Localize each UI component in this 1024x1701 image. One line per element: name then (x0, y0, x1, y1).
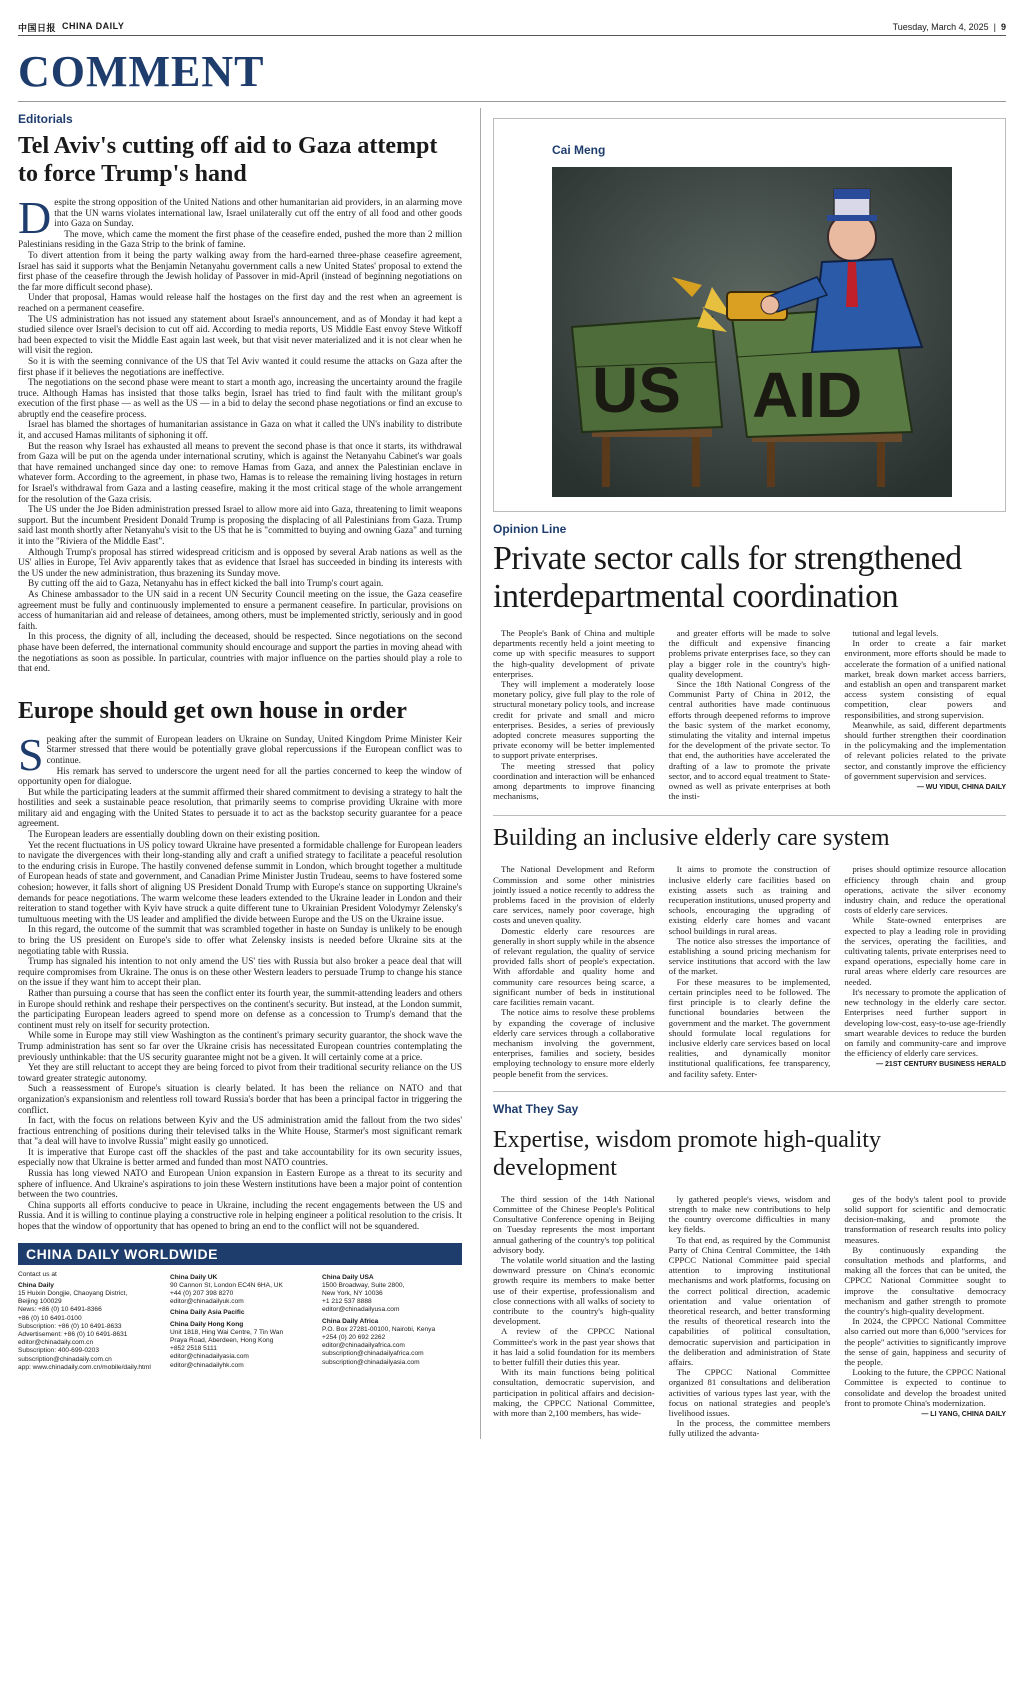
paragraph: ly gathered people's views, wisdom and strength to make new contributions to help the country overcome difficulties in many key fields. (668, 1193, 831, 1235)
paragraph: and greater efforts will be made to solve the difficult and expensive financing problems private enterprises face, so they can play a bigger role in the country's high-quality development. (668, 628, 831, 679)
paragraph: The European leaders are essentially doubling down on their existing position. (28, 830, 321, 841)
paragraph: While State-owned enterprises are expected to play a leading role in providing the services, operating the facilities, and cultivating talents, private enterprises need to expand operations, especially home care in rural areas where elderly care resources are needed. (844, 915, 1007, 987)
paragraph: The notice aims to resolve these problems by expanding the coverage of inclusive elderly care services through a collaborative mechanism involving the government, enterprises, families and society, besides employing technology to ensure more elderly people benefit from the services. (493, 1007, 655, 1079)
paragraph: By cutting off the aid to Gaza, Netanyahu has in effect kicked the ball into Trump's court again. (28, 579, 384, 590)
editorial-1-body (18, 192, 462, 675)
paragraph: China supports all efforts conducive to peace in Ukraine, including the recent engagements between the US and Russia. And it is willing to continue playing a constructive role in helping engineer a political resolution to the crisis. It hopes that the window of opportunity that has opened to bring an end to the conflict will not be squandered. (18, 1200, 462, 1233)
paragraph: So it is with the seeming connivance of the US that Tel Aviv wanted it could resume the attacks on Gaza after the first phase if it believes the negotiations are ineffective. (18, 356, 462, 378)
page-number: 9 (1000, 22, 1006, 32)
byline: — WU YIDUI, CHINA DAILY (916, 784, 1007, 792)
paragraph: It's necessary to promote the application of new technology in the elderly care sector. Enterprises need further support in developing low-cost, easy-to-use age-friendly smart wearable devices to reduce the burden on family and community-care and improve the efficiency of elderly care services. (844, 986, 1007, 1059)
contacts (18, 1271, 462, 1372)
paragraph: In fact, with the focus on relations between Kyiv and the US administration amid the fallout from the two sides' fractious entrenching of positions during their televised talks in the White House, Starmer's most significant remark that "a deal will have to involve Russia" might easily go unnoticed. (18, 1116, 462, 1148)
elderly-care-title: Building an inclusive elderly care system (493, 815, 1006, 852)
paragraph: Meanwhile, as said, different departments should further strengthen their coordination in the policymaking and the implementation of relevant policies related to the private sector, and constantly improve the efficiency of government supervision and services. (844, 719, 1007, 781)
elderly-care-body (493, 864, 1006, 1078)
paragraph: For these measures to be implemented, certain principles need to be followed. The first principle is to clearly define the functional boundaries between the government and the market. The government should formulate local regulations for inclusive elderly care services based on local realities, and dynamically monitor institutional qualifications, fee transparency, and facility safety. Enter- (668, 976, 831, 1079)
dropcap: S (18, 728, 44, 780)
paragraph: But while the participating leaders at the summit affirmed their shared commitment to devising a strategy to halt the hostilities and seek a sustainable peace resolution, that primarily seems to comprise providing Ukraine with more military aid and engaging with the United States to persuade it to act as the backstop security guarantee for a peace agreement. (18, 787, 462, 830)
what-they-say-title: Expertise, wisdom promote high-quality development (493, 1126, 881, 1181)
cartoon-illustration (552, 167, 952, 497)
text-column (844, 628, 1006, 801)
paragraph: The negotiations on the second phase were meant to start a month ago, increasing the uncertainty around the fragile truce. Although Hamas has insisted that those talks begin, Israel has tried to find fault with the militant group's execution of the first phase — as well as the US — in a bid to delay the second phase negotiations or find an excuse to abruptly end the ceasefire process. (18, 378, 462, 420)
crate-left-label: US (592, 354, 681, 426)
paragraph: Looking to the future, the CPPCC National Committee is expected to continue to consolidate and develop the broadest united front to promote China's modernization. (844, 1367, 1007, 1408)
editorial-2-title: Europe should get own house in order (18, 697, 407, 724)
what-they-say-kicker: What They Say (493, 1101, 579, 1116)
paragraph: espite the strong opposition of the United Nations and other humanitarian aid providers, in an alarming move that the UN warns violates international law, Israel unilaterally cut off the entry of all food and other goods into Gaza on Sunday. (54, 198, 462, 230)
paragraph: The third session of the 14th National Committee of the Chinese People's Political Consultative Conference opening in Beijing on Tuesday represents the most important annual gathering of the country's top political advisory body. (493, 1193, 655, 1255)
divider (493, 1091, 1006, 1092)
paragraph: The National Development and Reform Commission and some other ministries jointly issued a notice recently to address the problems faced in the provision of elderly care services, namely poor coverage, high costs and uneven quality. (493, 864, 655, 926)
opinion-line-title: Private sector calls for strengthened interdepartmental coordination (493, 540, 962, 615)
dropcap: D (18, 192, 52, 243)
crate-right-label: AID (752, 359, 863, 431)
paragraph: The notice also stresses the importance of establishing a sound pricing mechanism for service institutions that accord with the law of the market. (668, 935, 831, 977)
paragraph: The volatile world situation and the lasting downward pressure on China's economic growth require its members to make better use of their expertise, professionalism and close connections with all walks of society to contribute to the country's high-quality development. (493, 1254, 655, 1327)
paragraph: In the process, the committee members fully utilized the advanta- (668, 1418, 831, 1439)
paragraph: ges of the body's talent pool to provide solid support for scientific and democratic decision-making, and promote the transformation of research results into policy measures. (844, 1193, 1007, 1245)
paragraph: By continuously expanding the consultation methods and platforms, and making all the forces that can be united, the CPPCC National Committee sought to improve the consultative democracy mechanism and gather strength to promote the country's high-quality development. (844, 1244, 1007, 1316)
brand-cn: 中国日报 (18, 22, 57, 33)
paragraph: It is imperative that Europe cast off the shackles of the past and take accountability for its own security issues, especially now that Ukraine is better armed and funded than most NATO countries. (18, 1147, 462, 1169)
contact-block: Contact us at China Daily 15 Huixin Dongjie, Chaoyang District, Beijing 100029 News: +86 (0) 10 6491-8366 +86 (0) 10 6491-0100 Subscription: +86 (0) 10 6491-8633 Advertisement: +86 (0) 10 6491-8631 editor@chinadaily.com.cn Subscription: 400-699-0203 subscription@chinadaily.com.cn app: www.chinadaily.com.cn/mobile/daily.html (18, 1270, 151, 1371)
text-column (493, 1194, 655, 1439)
paragraph: His remark has served to underscore the urgent need for all the parties concerned to keep the window of opportunity open for dialogue. (18, 766, 462, 788)
paragraph: prises should optimize resource allocation efficiency through chain and group operations, activate the silver economy industry chain, and reduce the operational costs of elderly care services. (844, 864, 1007, 916)
paragraph: While some in Europe may still view Washington as the continent's primary security guarantor, the shock wave the Trump administration has sent so far over the Ukraine crisis has necessitated European countries contemplating the previously unthinkable: that the US security guarantee might not be a given. It will certainly come at a price. (18, 1031, 462, 1063)
paragraph: Yet they are still reluctant to accept they are being forced to pivot from their traditional security reliance on the US toward greater strategic autonomy. (18, 1063, 462, 1084)
paragraph: To that end, as required by the Communist Party of China Central Committee, the 14th CPPCC National Committee paid special attention to improving institutional mechanisms and work platforms, focusing on the correct political direction, academic orientation and value orientation of theoretical research, and better transforming the results of theoretical research into the capabilities of political consultation, democratic supervision and participation in the deliberation and administration of State affairs. (668, 1234, 831, 1367)
masthead (18, 21, 124, 34)
paragraph: The People's Bank of China and multiple departments recently held a joint meeting to come up with specific measures to support the high-quality development of private enterprises. (493, 628, 655, 679)
paragraph: As Chinese ambassador to the UN said in a recent UN Security Council meeting on the issue, the Gaza ceasefire agreement must be fully and continuously implemented to ensure a permanent ceasefire. In particular, provisions on access of humanitarian aid and release of detainees, among others, must be implemented strictly, seriously and in good faith. (18, 589, 462, 632)
text-column (669, 1194, 831, 1439)
contact-block: China Daily UK 90 Cannon St, London EC4N 6HA, UK +44 (0) 207 398 8270 editor@chinadailyuk.com China Daily Asia Pacific China Daily Hong Kong Unit 1818, Hing Wai Centre, 7 Tin Wan Praya Road, Aberdeen, Hong Kong +852 2518 5111 editor@chinadailyasia.com editor@chinadailyhk.com (170, 1273, 284, 1369)
paragraph: It aims to promote the construction of inclusive elderly care facilities based on existing assets such as training and recuperation institutions, unused property and schools, encouraging the upgrading of existing elderly care homes and vacant school buildings in rural areas. (668, 864, 831, 936)
paragraph: A review of the CPPCC National Committee's work in the past year shows that it has laid a solid foundation for its members to better fulfill their duties this year. (493, 1326, 655, 1367)
paragraph: But the reason why Israel has exhausted all means to prevent the second phase is that once it starts, its withdrawal from Gaza will be put on the agenda under international scrutiny, which is against the Netanyahu Cabinet's war goals that have remained unchanged since day one: to remove Hamas from Gaza, and annex the Palestinian enclave in whatever form. According to the agreement, in phase two, Hamas is to release the remaining living hostages in return for Israel's withdrawal from Gaza and a lasting ceasefire, making it the most critical stage of the whole arrangement for the resolution of the Gaza crisis. (18, 441, 462, 505)
text-column (493, 864, 655, 1078)
editorial-1-title: Tel Aviv's cutting off aid to Gaza attempt to force Trump's hand (18, 133, 438, 187)
paragraph: The meeting stressed that policy coordination and interaction will be enhanced among departments to improve financing mechanisms, (493, 760, 655, 802)
text-column (669, 628, 831, 801)
china-daily-worldwide-band: CHINA DAILY WORLDWIDE (18, 1243, 462, 1265)
paragraph: Although Trump's proposal has stirred widespread criticism and is opposed by several Arab nations as well as the US' allies in Europe, Tel Aviv apparently takes that as evidence that Israel has succeeded in binding its interests with the US under the new administration, thus brazening its Sunday move. (18, 547, 462, 579)
text-column (669, 864, 831, 1078)
text-column (844, 864, 1006, 1078)
section-title: COMMENT (18, 46, 1006, 102)
paragraph: Domestic elderly care resources are generally in short supply while in the absence of relevant regulation, the quality of service provided falls short of people's expectation. With affordable and quality home and community care resources being scarce, a significant number of beds in institutional care facilities remain vacant. (493, 925, 655, 1008)
byline: — 21ST CENTURY BUSINESS HERALD (876, 1061, 1007, 1069)
paragraph: Under that proposal, Hamas would release half the hostages on the first day and the rest when an agreement is reached on a permanent ceasefire. (18, 293, 462, 314)
paragraph: Rather than pursuing a course that has seen the conflict enter its fourth year, the summit-attending leaders and others in Europe should rethink and reshape their perspectives on the continent's security. But instead, at the London summit, the participating European leaders agreed to spend more on defense as a concession to Trump's demand that the continent must rely on itself for security protection. (18, 988, 462, 1031)
paragraph: In this process, the dignity of all, including the deceased, should be respected. Since negotiations on the second phase have been deferred, the international community should encourage and support the parties in moving ahead with the negotiations as soon as possible. In particular, countries with major influence on the parties should play a role to that end. (18, 632, 462, 675)
text-column (493, 628, 655, 801)
columns (18, 108, 1006, 1439)
paragraph: The US under the Joe Biden administration pressed Israel to allow more aid into Gaza, threatening to limit weapons support. But the incumbent President Donald Trump is proposing the displacing of all Palestinians from Gaza. Trump said last month shortly after Netanyahu's visit to the US that he is "committed to buying and owning Gaza" and turning it into the "Riviera of the Middle East". (18, 505, 462, 547)
opinion-line-kicker: Opinion Line (493, 522, 567, 536)
paragraph: To divert attention from it being the party walking away from the hard-earned three-phase ceasefire agreement, Israel has said it supports what the Benjamin Netanyahu government calls a new United States' proposal to extend the first phase of the ceasefire through the Jewish holiday of Passover in mid-April (instead of beginning negotiations on the far more difficult second phase). (18, 250, 462, 293)
paragraph: tutional and legal levels. (852, 628, 939, 638)
paragraph: They will implement a moderately loose monetary policy, give full play to the role of structural monetary policy tools, and increase credit for private and small and micro enterprises. Besides, a series of previously adopted concrete measures supporting the private economy will be better implemented to support private enterprises. (493, 679, 655, 761)
what-they-say-body (493, 1194, 1006, 1439)
paragraph: The CPPCC National Committee organized 81 consultations and deliberation activities of various types last year, with the focus on national strategies and people's livelihood issues. (668, 1367, 831, 1418)
paragraph: The US administration has not issued any statement about Israel's announcement, and as of Monday it had kept a studied silence over Israel's decision to cut off aid. According to media reports, US Middle East envoy Steve Witkoff had been expected to visit the Middle East again last week, but that visit never materialized and it is not clear when he will visit the region. (18, 314, 462, 357)
cartoon (493, 118, 1006, 512)
editorials-kicker: Editorials (18, 112, 73, 126)
text-column (844, 1194, 1006, 1439)
paragraph: In order to create a fair market environment, more efforts should be made to accelerate the formation of a unified national market, break down market access barriers, and establish an open and transparent market access system consisting of equal competition, clear powers and responsibilities, and strong supervision. (844, 638, 1007, 720)
opinion-line-body (493, 628, 1006, 801)
contact-block: China Daily USA 1500 Broadway, Suite 2800, New York, NY 10036 +1 212 537 8888 editor@chinadailyusa.com China Daily Africa P.O. Box 27281-00100, Nairobi, Kenya +254 (0) 20 692 2262 editor@chinadailyafrica.com subscription@chinadailyafrica.com subscription@chinadailyasia.com (322, 1273, 436, 1366)
editorials-column (18, 108, 462, 1439)
paragraph: Yet the recent fluctuations in US policy toward Ukraine have presented a formidable challenge for European leaders to navigate the divergences with their long-standing ally and craft a unified strategy to facilitate a peaceful resolution to the enduring crisis in Europe. The hastily convened defense summit in London, which brought together a multitude of European heads of state and government, and Canadian Prime Minister Justin Trudeau, seems to have fostered some cohesion; however, it falls short of aligning US President Donald Trump with Europe's stance on supporting Ukraine's demands for peace negotiations. The warm welcome these leaders extended to the Ukraine leader in London and their reiteration to stand together with Kyiv have struck a quite different tune to Ukrainian President Volodymyr Zelensky's tumultuous meeting with the US leader and amplified the divide between Europe and the US on the Ukraine issue. (18, 840, 462, 925)
paragraph: Israel has blamed the shortages of humanitarian assistance in Gaza on what it called the UN's inability to distribute it, and accused Hamas militants of siphoning it off. (18, 420, 462, 442)
paragraph: Such a reassessment of Europe's situation is clearly belated. It has been the reliance on NATO and that organization's expansionism and relentless roll toward Russia's border that has been a principal factor in triggering the conflict. (18, 1084, 462, 1116)
paragraph: Since the 18th National Congress of the Communist Party of China in 2012, the central authorities have made continuous efforts through deepened reforms to improve the basic system of the market economy, stimulating the vitality and internal impetus for the development of the private sector. To that end, the authorities have accelerated the drafting of a law to promote the private sector, and to accord equal treatment to State-owned as well as private enterprises at both the insti- (668, 679, 831, 802)
cartoon-credit: Cai Meng (552, 143, 606, 157)
right-column (480, 108, 1006, 1439)
brand: CHINA DAILY (62, 20, 125, 31)
page-header (18, 22, 1006, 36)
editorial-2-body (18, 728, 462, 1233)
paragraph: peaking after the summit of European leaders on Ukraine on Sunday, United Kingdom Prime Minister Keir Starmer stressed that there would be potentially grave global repercussions if the European conflict was to continue. (46, 734, 462, 766)
paragraph: In 2024, the CPPCC National Committee also carried out more than 6,000 "services for the people" activities to significantly improve the sense of gain, happiness and security of the people. (844, 1316, 1007, 1367)
paragraph: The move, which came the moment the first phase of the ceasefire ended, pushed the more than 2 million Palestinians residing in the Gaza Strip to the brink of famine. (18, 229, 462, 251)
byline: — LI YANG, CHINA DAILY (921, 1410, 1007, 1418)
paragraph: With its main functions being political consultation, democratic supervision, and participation in political affairs and decision-making, the CPPCC National Committee, with more than 2,100 members, has wide- (493, 1367, 655, 1418)
date: Tuesday, March 4, 2025 (892, 22, 989, 32)
paragraph: Russia has long viewed NATO and European Union expansion in Eastern Europe as a threat to its security and sphere of influence. And Ukraine's aspirations to join these Western institutions have been a major point of contention between the two countries. (18, 1169, 462, 1201)
date-and-page: Tuesday, March 4, 2025 | 9 (892, 22, 1006, 32)
paragraph: In this regard, the outcome of the summit that was scrambled together in haste on Sunday is unlikely to be enough to bring the US president on Europe's side to offer what Zelensky insists is needed before Ukraine sits at the negotiating table with Russia. (18, 925, 462, 957)
paragraph: Trump has signaled his intention to not only amend the US' ties with Russia but also broker a peace deal that will require compromises from Ukraine. The onus is on these other Western leaders to persuade Trump to change his stance on the issue if they want him to accept their plan. (18, 957, 462, 989)
